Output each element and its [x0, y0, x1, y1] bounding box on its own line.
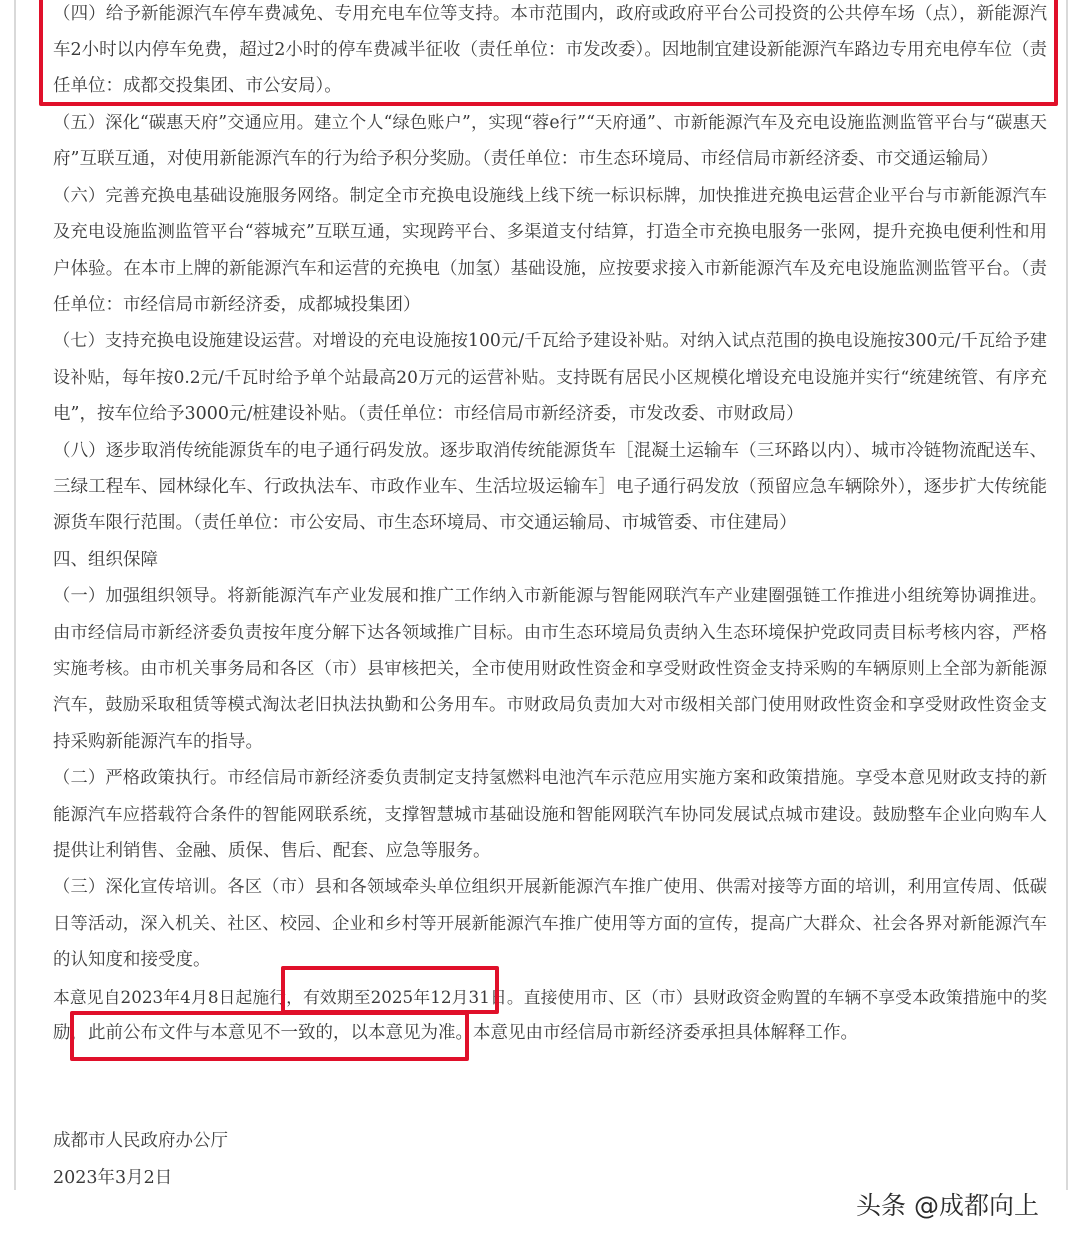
text-line: 由市经信局市新经济委负责按年度分解下达各领域推广目标。由市生态环境局负责纳入生态环境保护党政同责目标考核内容，严格 — [53, 623, 1047, 643]
text-line: 车2小时以内停车免费，超过2小时的停车费减半征收（责任单位：市发改委）。因地制宜建设新能源汽车路边专用充电停车位（责 — [53, 40, 1047, 60]
text-line: 任单位：市经信局市新经济委，成都城投集团） — [53, 295, 421, 315]
text-line: 设补贴，每年按0.2元/千瓦时给予单个站最高20万元的运营补贴。支持既有居民小区规模化增设充电设施并实行“统建统管、有序充 — [53, 368, 1047, 388]
text-line: 提供让利销售、金融、质保、售后、配套、应急等服务。 — [53, 841, 491, 861]
text-line: 实施考核。由市机关事务局和各区（市）县审核把关，全市使用财政性资金和享受财政性资金支持采购的车辆原则上全部为新能源 — [53, 659, 1047, 679]
text-line: 三绿工程车、园林绿化车、行政执法车、市政作业车、生活垃圾运输车］电子通行码发放（预留应急车辆除外），逐步扩大传统能 — [53, 477, 1047, 497]
text-line: 电”，按车位给予3000元/桩建设补贴。（责任单位：市经信局市新经济委，市发改委、市财政局） — [53, 404, 804, 424]
text-line: 府”互联互通，对使用新能源汽车的行为给予积分奖励。（责任单位：市生态环境局、市经信局市新经济委、市交通运输局） — [53, 149, 999, 169]
text-line: 励，此前公布文件与本意见不一致的，以本意见为准。本意见由市经信局市新经济委承担具体解释工作。 — [53, 1023, 858, 1043]
text-line: 本意见自2023年4月8日起施行，有效期至2025年12月31日。直接使用市、区（市）县财政资金购置的车辆不享受本政策措施中的奖 — [53, 987, 1047, 1007]
text-line: （二）严格政策执行。市经信局市新经济委负责制定支持氢燃料电池汽车示范应用实施方案和政策措施。享受本意见财政支持的新 — [53, 768, 1047, 788]
text-line: （一）加强组织领导。将新能源汽车产业发展和推广工作纳入市新能源与智能网联汽车产业建圈强链工作推进小组统筹协调推进。 — [53, 586, 1047, 606]
watermark: 头条 @成都向上 — [856, 1191, 1039, 1220]
text-line: （五）深化“碳惠天府”交通应用。建立个人“绿色账户”，实现“蓉e行”“天府通”、市新能源汽车及充电设施监测监管平台与“碳惠天 — [53, 113, 1047, 133]
page-edge-left — [14, 0, 16, 1190]
issuer: 成都市人民政府办公厅 — [53, 1131, 228, 1151]
text-line: （七）支持充换电设施建设运营。对增设的充电设施按100元/千瓦给予建设补贴。对纳入试点范围的换电设施按300元/千瓦给予建 — [53, 331, 1047, 351]
text-line: 的认知度和接受度。 — [53, 950, 211, 970]
text-line: 源货车限行范围。（责任单位：市公安局、市生态环境局、市交通运输局、市城管委、市住建局） — [53, 513, 797, 533]
text-line: 汽车，鼓励采取租赁等模式淘汰老旧执法执勤和公务用车。市财政局负责加大对市级相关部门使用财政性资金和享受财政性资金支 — [53, 695, 1047, 715]
text-line: 及充电设施监测监管平台“蓉城充”互联互通，实现跨平台、多渠道支付结算，打造全市充换电服务一张网，提升充换电便利性和用 — [53, 222, 1047, 242]
page-edge-right — [1066, 0, 1068, 1190]
text-line: （六）完善充换电基础设施服务网络。制定全市充换电设施线上线下统一标识标牌，加快推进充换电运营企业平台与市新能源汽车 — [53, 186, 1047, 206]
issue-date: 2023年3月2日 — [53, 1168, 173, 1188]
text-line: 任单位：成都交投集团、市公安局）。 — [53, 76, 342, 96]
section-heading: 四、组织保障 — [53, 550, 158, 570]
text-line: （八）逐步取消传统能源货车的电子通行码发放。逐步取消传统能源货车［混凝土运输车（三环路以内）、城市冷链物流配送车、 — [53, 441, 1047, 461]
text-line: 户体验。在本市上牌的新能源汽车和运营的充换电（加氢）基础设施，应按要求接入市新能源汽车及充电设施监测监管平台。（责 — [53, 259, 1047, 279]
text-line: 能源汽车应搭载符合条件的智能网联系统，支撑智慧城市基础设施和智能网联汽车协同发展试点城市建设。鼓励整车企业向购车人 — [53, 805, 1047, 825]
text-line: （三）深化宣传培训。各区（市）县和各领域牵头单位组织开展新能源汽车推广使用、供需对接等方面的培训，利用宣传周、低碳 — [53, 877, 1047, 897]
text-line: 持采购新能源汽车的指导。 — [53, 732, 263, 752]
text-line: 日等活动，深入机关、社区、校园、企业和乡村等开展新能源汽车推广使用等方面的宣传，提高广大群众、社会各界对新能源汽车 — [53, 914, 1047, 934]
text-line: （四）给予新能源汽车停车费减免、专用充电车位等支持。本市范围内，政府或政府平台公司投资的公共停车场（点），新能源汽 — [53, 4, 1047, 24]
